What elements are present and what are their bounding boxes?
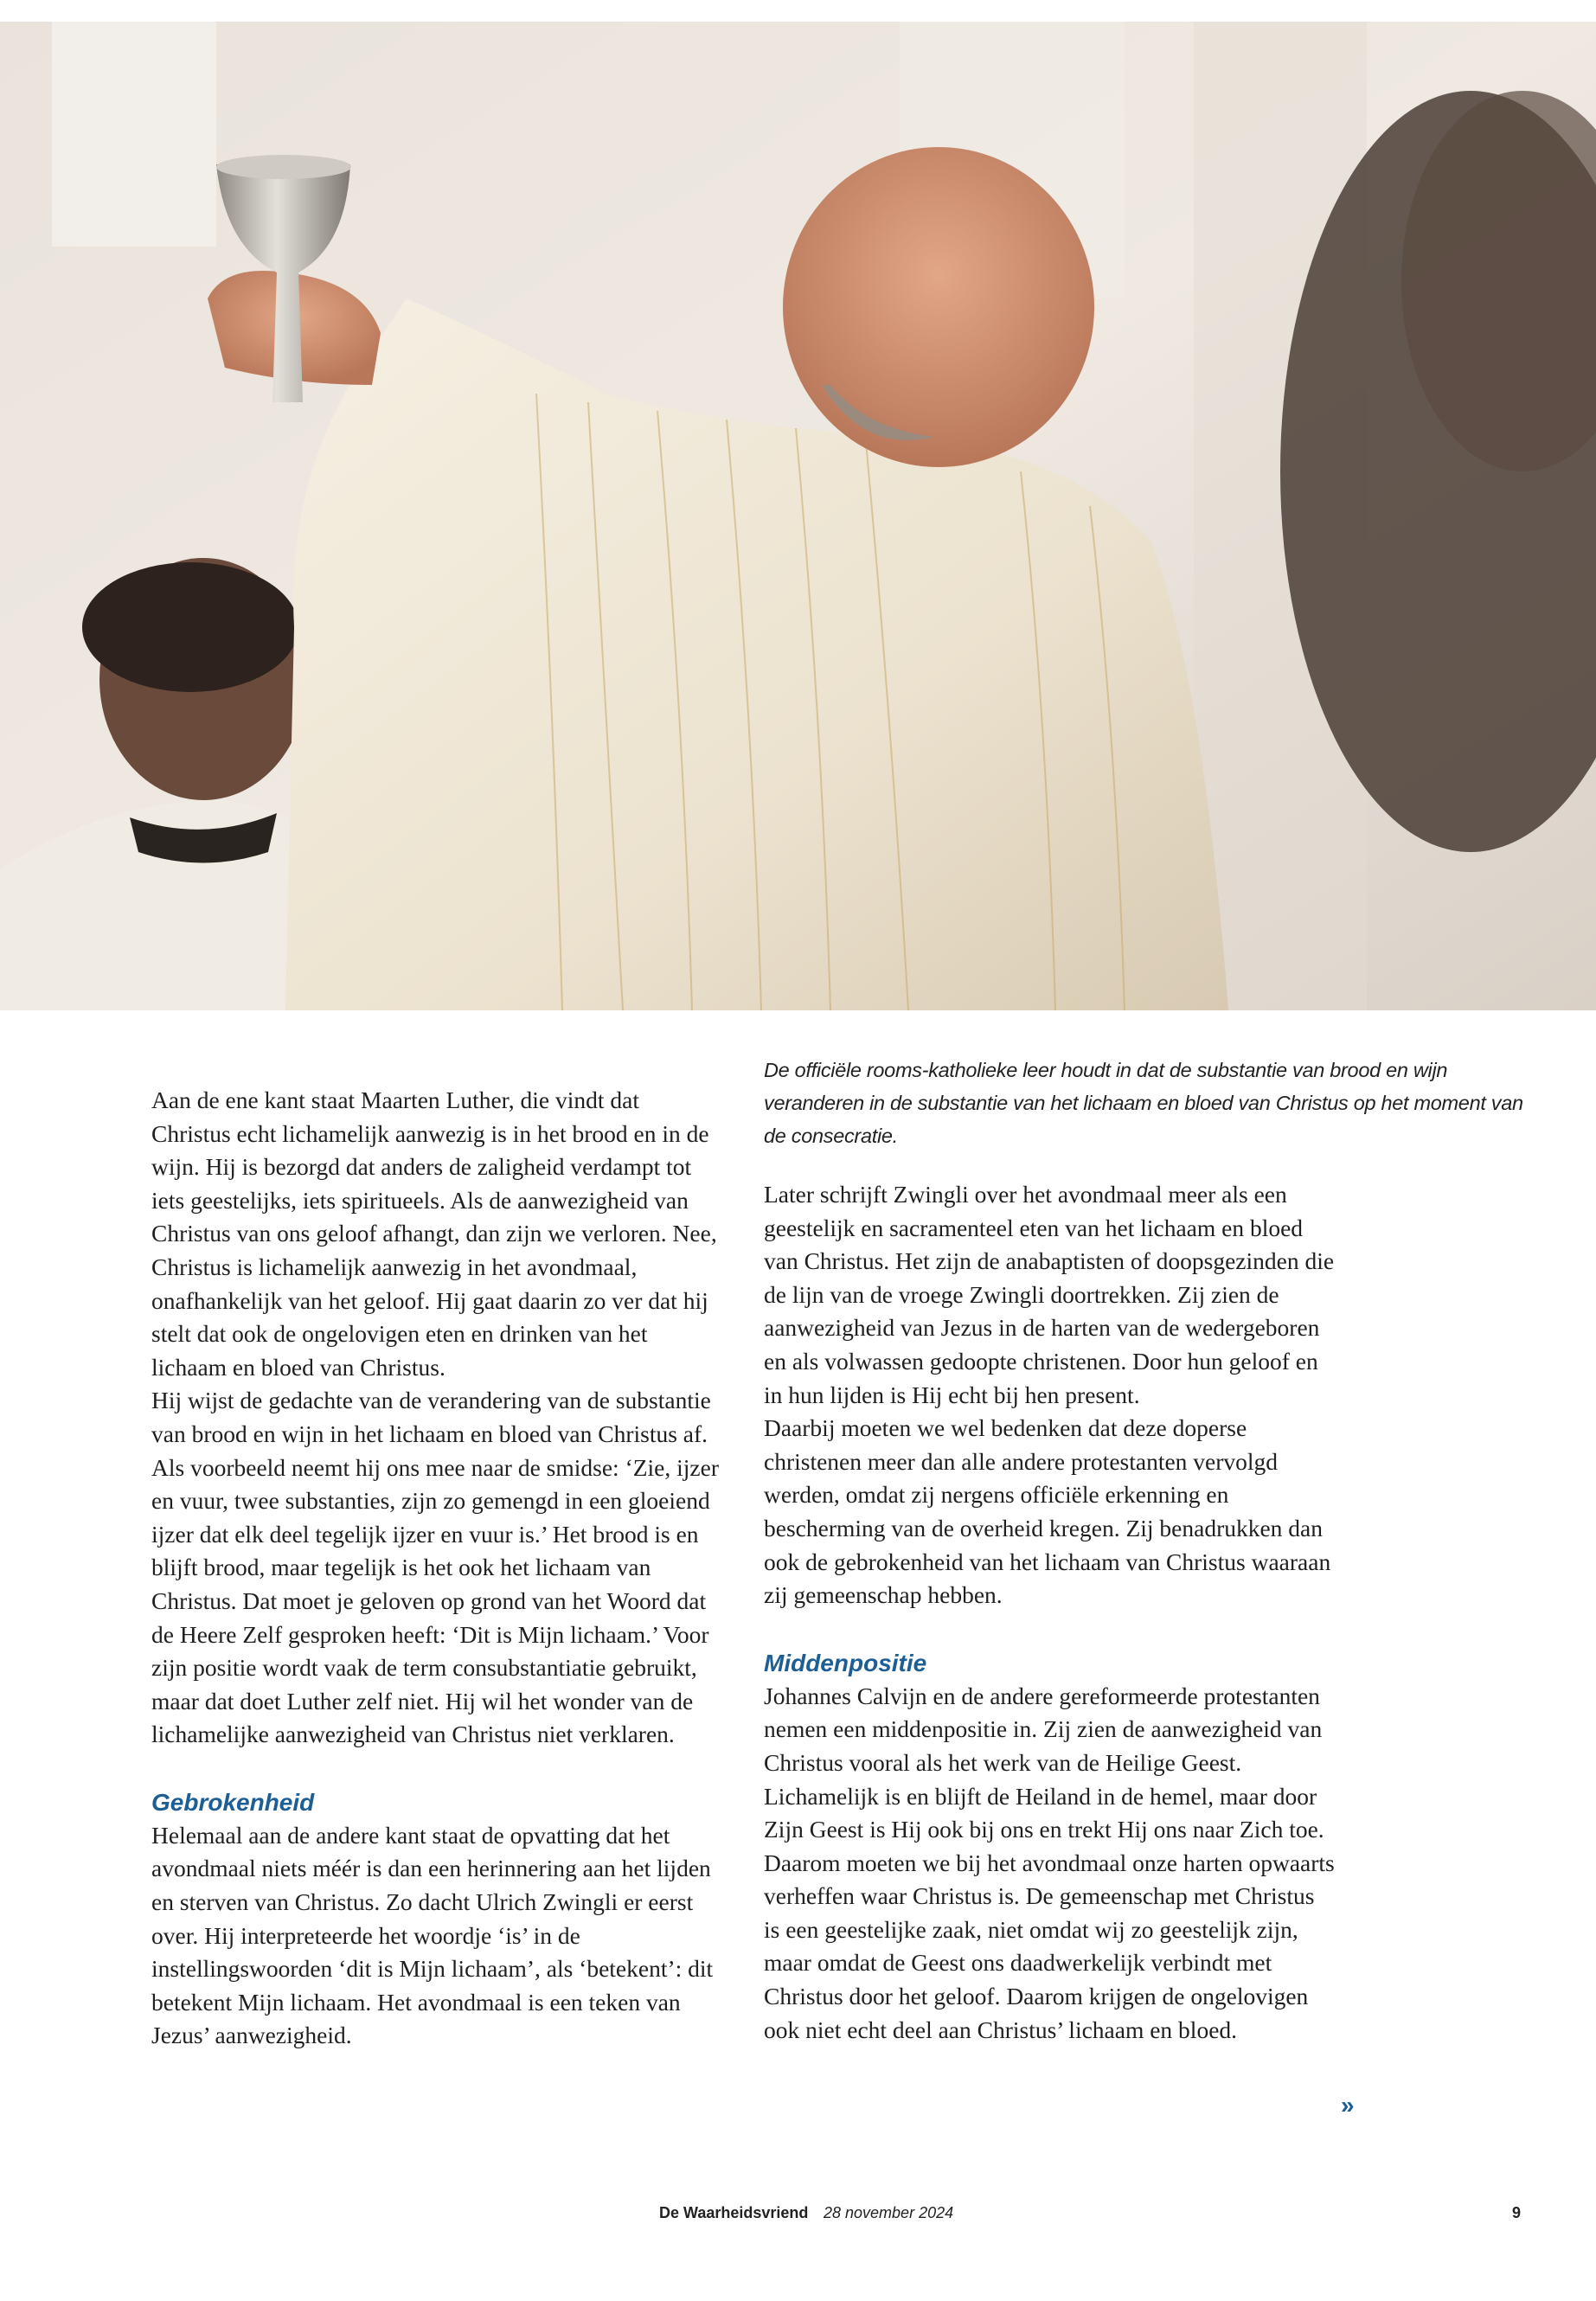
hero-photo <box>0 22 1596 1010</box>
heading-middenpositie: Middenpositie <box>764 1649 927 1676</box>
right-paragraph-1: Later schrijft Zwingli over het avondmaal meer als een geestelijk en sacramenteel eten van het lichaam en bloed van Christus. Het zijn de anabaptisten of doopsgezinden die de lijn van de vroege Zwingli doortrekken. Zij zien de aanwezigheid van Jezus in de harten van de wedergeboren en als volwassen gedoopte christenen. Door hun geloof en in hun lijden is Hij echt bij hen present. <box>764 1181 1335 1408</box>
right-paragraph-2: Daarbij moeten we wel bedenken dat deze doperse christenen meer dan alle andere protestanten vervolgd werden, omdat zij nergens officiële erkenning en bescherming van de overheid kregen. Zij benadrukken dan ook de gebrokenheid van het lichaam van Christus waaraan zij gemeenschap hebben. <box>764 1414 1331 1609</box>
left-column <box>151 1084 722 2053</box>
right-paragraph-3: Johannes Calvijn en de andere gereformeerde protestanten nemen een middenpositie in. Zij zien de aanwezigheid van Christus vooral als het werk van de Heilige Geest. Lichamelijk is en blijft de Heiland in de hemel, maar door Zijn Geest is Hij ook bij ons en trekt Hij ons naar Zich toe. Daarom moeten we bij het avondmaal onze harten opwaarts verheffen waar Christus is. De gemeenschap met Christus is een geestelijke zaak, niet omdat wij zo geestelijk zijn, maar omdat de Geest ons daadwerkelijk verbindt met Christus door het geloof. Daarom krijgen de ongelovigen ook niet echt deel aan Christus’ lichaam en bloed. <box>764 1682 1335 2043</box>
right-column <box>764 1054 1523 2047</box>
left-paragraph-3: Helemaal aan de andere kant staat de opvatting dat het avondmaal niets méér is dan een herinnering aan het lijden en sterven van Christus. Zo dacht Ulrich Zwingli er eerst over. Hij interpreteerde het woordje ‘is’ in de instellingswoorden ‘dit is Mijn lichaam’, als ‘betekent’: dit betekent Mijn lichaam. Het avondmaal is een teken van Jezus’ aanwezigheid. <box>151 1821 714 2049</box>
continue-arrow-icon: » <box>1341 2092 1355 2118</box>
photo-caption: De officiële rooms-katholieke leer houdt in dat de substantie van brood en wijn veranderen in de substantie van het lichaam en bloed van Christus op het moment van de consecratie. <box>764 1059 1523 1147</box>
magazine-name: De Waarheidsvriend <box>659 2204 809 2221</box>
left-paragraph-1: Aan de ene kant staat Maarten Luther, die vindt dat Christus echt lichamelijk aanwezig is in het brood en in de wijn. Hij is bezorgd dat anders de zaligheid verdampt tot iets geestelijks, iets spiritueels. Als de aanwezigheid van Christus van ons geloof afhangt, dan zijn we verloren. Nee, Christus is lichamelijk aanwezig in het avondmaal, onafhankelijk van het geloof. Hij gaat daarin zo ver dat hij stelt dat ook de ongelovigen eten en drinken van het lichaam en bloed van Christus. <box>151 1086 717 1381</box>
page-number: 9 <box>1512 2204 1522 2221</box>
heading-gebrokenheid: Gebrokenheid <box>151 1788 315 1816</box>
issue-date: 28 november 2024 <box>824 2204 954 2221</box>
left-paragraph-2: Hij wijst de gedachte van de verandering van de substantie van brood en wijn in het lichaam en bloed van Christus af. Als voorbeeld neemt hij ons mee naar de smidse: ‘Zie, ijzer en vuur, twee substanties, zijn zo gemengd in een gloeiend ijzer dat elk deel tegelijk ijzer en vuur is.’ Het brood is en blijft brood, maar tegelijk is het ook het lichaam van Christus. Dat moet je geloven op grond van het Woord dat de Heere Zelf gesproken heeft: ‘Dit is Mijn lichaam.’ Voor zijn positie wordt vaak de term consubstantiatie gebruikt, maar dat doet Luther zelf niet. Hij wil het wonder van de lichamelijke aanwezigheid van Christus niet verklaren. <box>151 1387 719 1748</box>
priest-chalice-illustration <box>0 22 1596 1010</box>
right-body <box>764 1178 1335 2047</box>
